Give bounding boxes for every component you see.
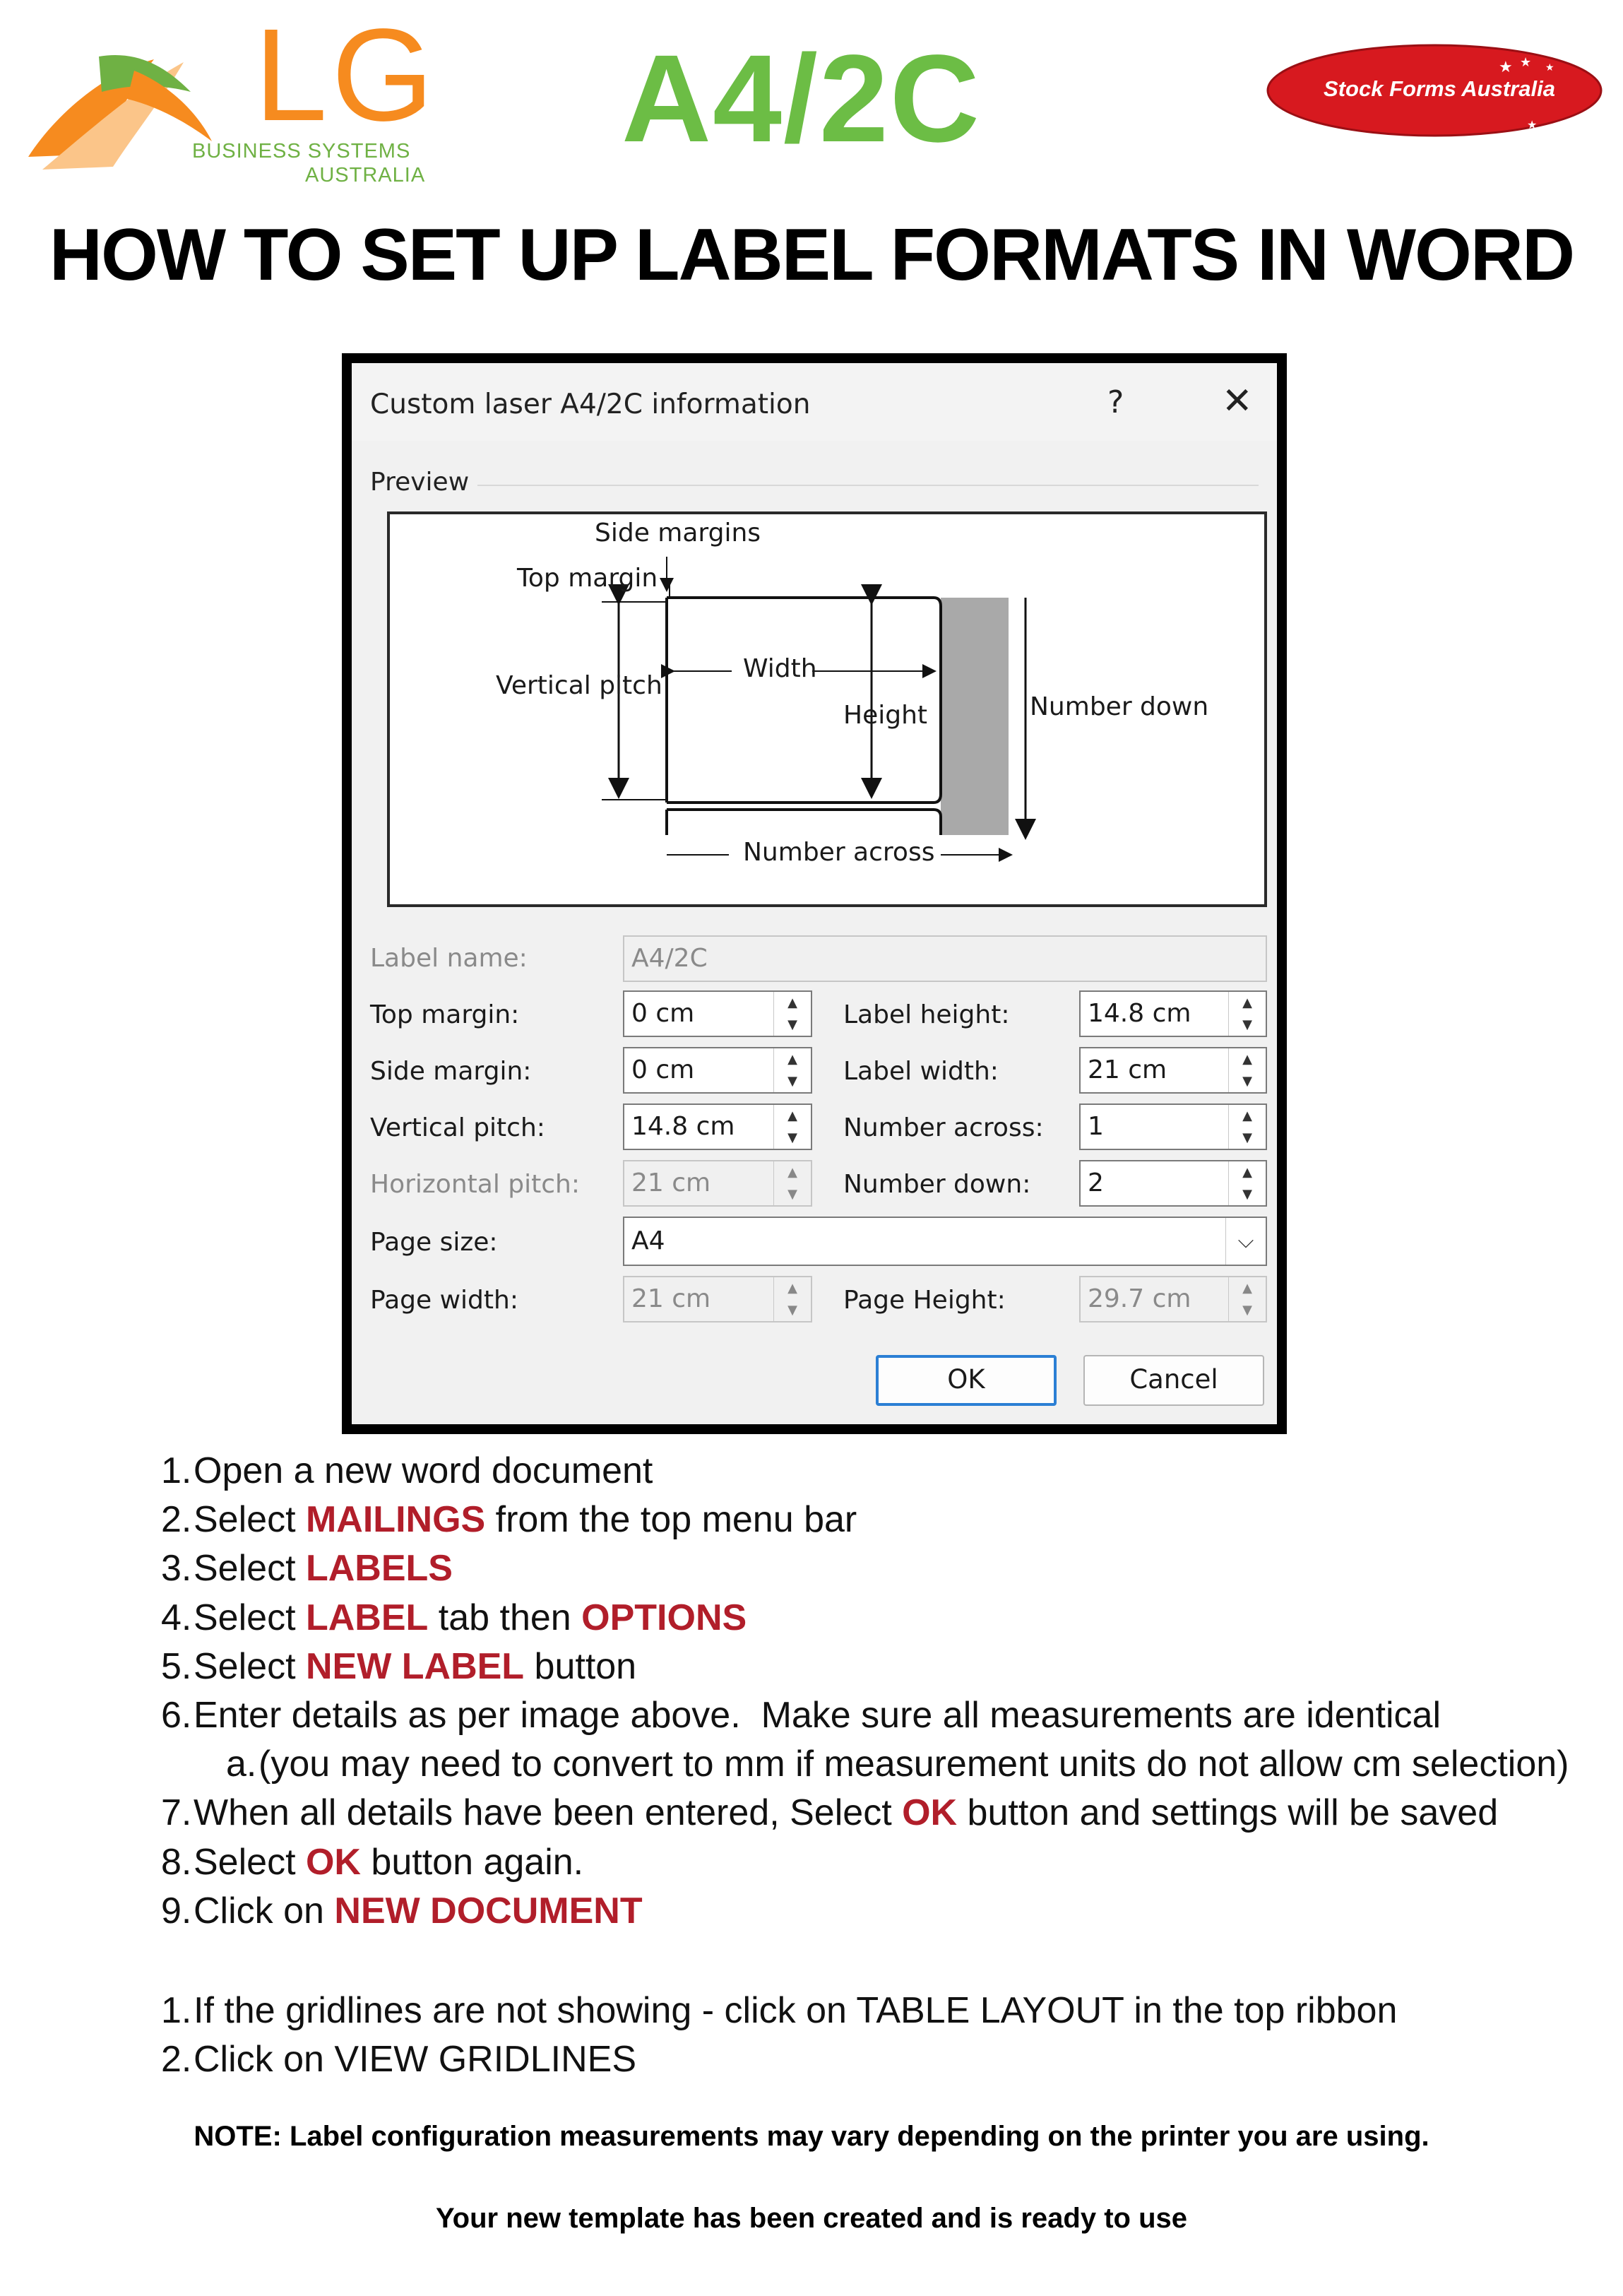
sub-step [161, 1740, 1602, 1789]
label-height-label: Label height: [843, 1000, 1010, 1029]
step-item [161, 1838, 1602, 1887]
top-margin-spinner[interactable] [773, 992, 811, 1036]
step-number: 3. [161, 1548, 192, 1590]
list-gap [161, 1936, 1602, 1987]
number-down-spinner[interactable] [1228, 1161, 1266, 1205]
diagram-top-margin: Top margin [517, 564, 658, 593]
step-number: 7. [161, 1792, 192, 1834]
chevron-down-icon[interactable]: ⌵ [1225, 1218, 1266, 1265]
page-height-input [1079, 1276, 1267, 1322]
dialog-title: Custom laser A4/2C information [370, 389, 811, 420]
step-number: 2. [161, 2039, 192, 2081]
number-across-label: Number across: [843, 1113, 1044, 1142]
diagram-vertical-pitch: Vertical pitch [496, 671, 662, 700]
spin-up-icon[interactable]: ▲ [787, 1052, 797, 1067]
step-item [161, 1691, 1602, 1740]
diagram-number-down: Number down [1030, 692, 1209, 721]
adjacent-label-shade [941, 598, 1009, 835]
spin-down-icon[interactable]: ▼ [787, 1130, 797, 1145]
top-margin-input[interactable] [623, 990, 812, 1037]
page-width-spinner [773, 1277, 811, 1321]
label-name-label: Label name: [370, 944, 528, 973]
instructions-list [161, 1447, 1602, 2084]
label-information-dialog [352, 363, 1277, 1424]
step-number: 4. [161, 1597, 192, 1638]
help-button[interactable]: ? [1107, 384, 1124, 420]
dialog-screenshot-frame [342, 353, 1287, 1434]
gridline-steps [161, 1987, 1602, 2084]
step-keyword: LABEL [305, 1597, 429, 1638]
step-text: tab then [428, 1597, 582, 1638]
footer-message: Your new template has been created and is ready to use [435, 2203, 1188, 2234]
horizontal-pitch-label: Horizontal pitch: [370, 1170, 580, 1199]
side-margin-label: Side margin: [370, 1057, 532, 1086]
step-text: Enter details as per image above. Make sure all measurements are identical [194, 1694, 1441, 1736]
number-down-input[interactable] [1079, 1160, 1267, 1207]
spin-up-icon[interactable]: ▲ [1242, 1165, 1252, 1180]
logo-tagline-line2: AUSTRALIA [305, 164, 426, 187]
spin-down-icon[interactable]: ▼ [1242, 1074, 1252, 1089]
vertical-pitch-label: Vertical pitch: [370, 1113, 545, 1142]
spin-up-icon: ▲ [787, 1165, 797, 1180]
printer-note: NOTE: Label configuration measurements may vary depending on the printer you are using. [194, 2121, 1429, 2152]
step-number: 5. [161, 1645, 192, 1687]
step-text: If the gridlines are not showing - click on TABLE LAYOUT in the top ribbon [194, 1989, 1398, 2031]
step-text: Select [194, 1597, 306, 1638]
logo-wordmark: LG [254, 2, 439, 148]
number-down-value: 2 [1088, 1168, 1104, 1197]
step-text: Select [194, 1645, 306, 1687]
spin-down-icon: ▼ [787, 1303, 797, 1318]
label-rect-bottom [667, 810, 941, 835]
vertical-pitch-spinner[interactable] [773, 1105, 811, 1149]
page-size-value: A4 [631, 1226, 665, 1255]
page-width-input [623, 1276, 812, 1322]
step-item [161, 1594, 1602, 1643]
step-text: (you may need to convert to mm if measurement units do not allow cm selection) [258, 1744, 1569, 1785]
spin-down-icon: ▼ [787, 1187, 797, 1202]
spin-up-icon: ▲ [1242, 1281, 1252, 1296]
step-text: button again. [360, 1841, 584, 1883]
spin-down-icon[interactable]: ▼ [1242, 1187, 1252, 1202]
page-title: HOW TO SET UP LABEL FORMATS IN WORD [49, 214, 1574, 296]
spin-down-icon[interactable]: ▼ [1242, 1017, 1252, 1032]
dialog-titlebar [352, 363, 1277, 441]
step-text: button and settings will be saved [957, 1792, 1499, 1834]
label-rect-top [667, 598, 941, 803]
svg-text:★: ★ [1520, 55, 1532, 70]
label-width-value: 21 cm [1088, 1055, 1167, 1084]
setup-steps [161, 1447, 1602, 1936]
spin-down-icon[interactable]: ▼ [787, 1017, 797, 1032]
step-text: Click on VIEW GRIDLINES [194, 2039, 637, 2081]
lg-logo [28, 2, 466, 191]
step-item [161, 1643, 1602, 1691]
page-height-spinner [1228, 1277, 1266, 1321]
step-keyword: NEW LABEL [305, 1645, 525, 1687]
top-margin-label: Top margin: [370, 1000, 520, 1029]
step-keyword: OK [305, 1841, 361, 1883]
step-number: 8. [161, 1841, 192, 1883]
label-width-spinner[interactable] [1228, 1048, 1266, 1092]
step-item [161, 2035, 1602, 2084]
number-across-value: 1 [1088, 1112, 1104, 1141]
page-size-select[interactable] [623, 1217, 1267, 1266]
step-text: Select [194, 1499, 306, 1541]
step-item [161, 1887, 1602, 1936]
step-number: 6. [161, 1694, 192, 1736]
ok-button[interactable]: OK [876, 1355, 1057, 1406]
product-code: A4/2C [622, 30, 981, 168]
preview-label: Preview [370, 468, 470, 497]
side-margin-spinner[interactable] [773, 1048, 811, 1092]
horizontal-pitch-input [623, 1160, 812, 1207]
step-item [161, 1496, 1602, 1544]
svg-text:★: ★ [1527, 118, 1538, 131]
step-text: from the top menu bar [485, 1499, 857, 1541]
spin-up-icon[interactable]: ▲ [1242, 995, 1252, 1010]
preview-diagram [387, 511, 1267, 907]
page-width-label: Page width: [370, 1286, 518, 1315]
spin-up-icon[interactable]: ▲ [1242, 1052, 1252, 1067]
diagram-height: Height [843, 701, 928, 730]
step-number: 1. [161, 1450, 192, 1491]
step-text: Select [194, 1841, 306, 1883]
step-keyword: OK [902, 1792, 958, 1834]
label-height-input[interactable] [1079, 990, 1267, 1037]
vertical-pitch-value: 14.8 cm [631, 1112, 735, 1141]
vertical-pitch-input[interactable] [623, 1103, 812, 1150]
step-text: When all details have been entered, Select [194, 1792, 903, 1834]
spin-down-icon[interactable]: ▼ [1242, 1130, 1252, 1145]
step-number: a. [226, 1744, 257, 1785]
diagram-width: Width [743, 654, 817, 683]
svg-text:★: ★ [1545, 62, 1554, 73]
step-keyword: OPTIONS [581, 1597, 747, 1638]
spin-up-icon: ▲ [787, 1281, 797, 1296]
stock-forms-badge [1264, 41, 1605, 140]
page-height-label: Page Height: [843, 1286, 1006, 1315]
step-item [161, 1789, 1602, 1838]
step-keyword: LABELS [305, 1548, 453, 1590]
step-text: button [524, 1645, 637, 1687]
step-item [161, 1447, 1602, 1496]
badge-text: Stock Forms Australia [1324, 76, 1555, 101]
page-width-value: 21 cm [631, 1284, 711, 1313]
label-width-input[interactable] [1079, 1047, 1267, 1094]
spin-up-icon[interactable]: ▲ [787, 1108, 797, 1123]
cancel-button[interactable]: Cancel [1083, 1355, 1264, 1406]
step-keyword: MAILINGS [305, 1499, 486, 1541]
spin-down-icon[interactable]: ▼ [787, 1074, 797, 1089]
step-number: 9. [161, 1890, 192, 1931]
step-item [161, 1987, 1602, 2035]
diagram-side-margins: Side margins [595, 519, 761, 548]
number-across-spinner[interactable] [1228, 1105, 1266, 1149]
side-margin-input[interactable] [623, 1047, 812, 1094]
svg-text:★: ★ [1499, 59, 1513, 76]
step-keyword: NEW DOCUMENT [334, 1890, 643, 1931]
close-icon[interactable]: ✕ [1222, 380, 1253, 422]
label-name-field [623, 935, 1267, 982]
horizontal-pitch-spinner [773, 1161, 811, 1205]
label-width-label: Label width: [843, 1057, 999, 1086]
spin-down-icon: ▼ [1242, 1303, 1252, 1318]
top-margin-value: 0 cm [631, 999, 695, 1028]
step-text: Select [194, 1548, 306, 1590]
diagram-number-across: Number across [743, 838, 935, 867]
label-height-spinner[interactable] [1228, 992, 1266, 1036]
step-text: Click on [194, 1890, 335, 1931]
number-down-label: Number down: [843, 1170, 1031, 1199]
page-size-label: Page size: [370, 1228, 498, 1257]
label-name-value: A4/2C [631, 944, 708, 973]
step-number: 2. [161, 1499, 192, 1541]
step-number: 1. [161, 1989, 192, 2031]
step-item [161, 1544, 1602, 1593]
page-height-value: 29.7 cm [1088, 1284, 1191, 1313]
side-margin-value: 0 cm [631, 1055, 695, 1084]
label-height-value: 14.8 cm [1088, 999, 1191, 1028]
horizontal-pitch-value: 21 cm [631, 1168, 711, 1197]
number-across-input[interactable] [1079, 1103, 1267, 1150]
spin-up-icon[interactable]: ▲ [787, 995, 797, 1010]
logo-tagline-line1: BUSINESS SYSTEMS [192, 140, 411, 162]
preview-divider [477, 485, 1259, 486]
step-text: Open a new word document [194, 1450, 653, 1491]
spin-up-icon[interactable]: ▲ [1242, 1108, 1252, 1123]
